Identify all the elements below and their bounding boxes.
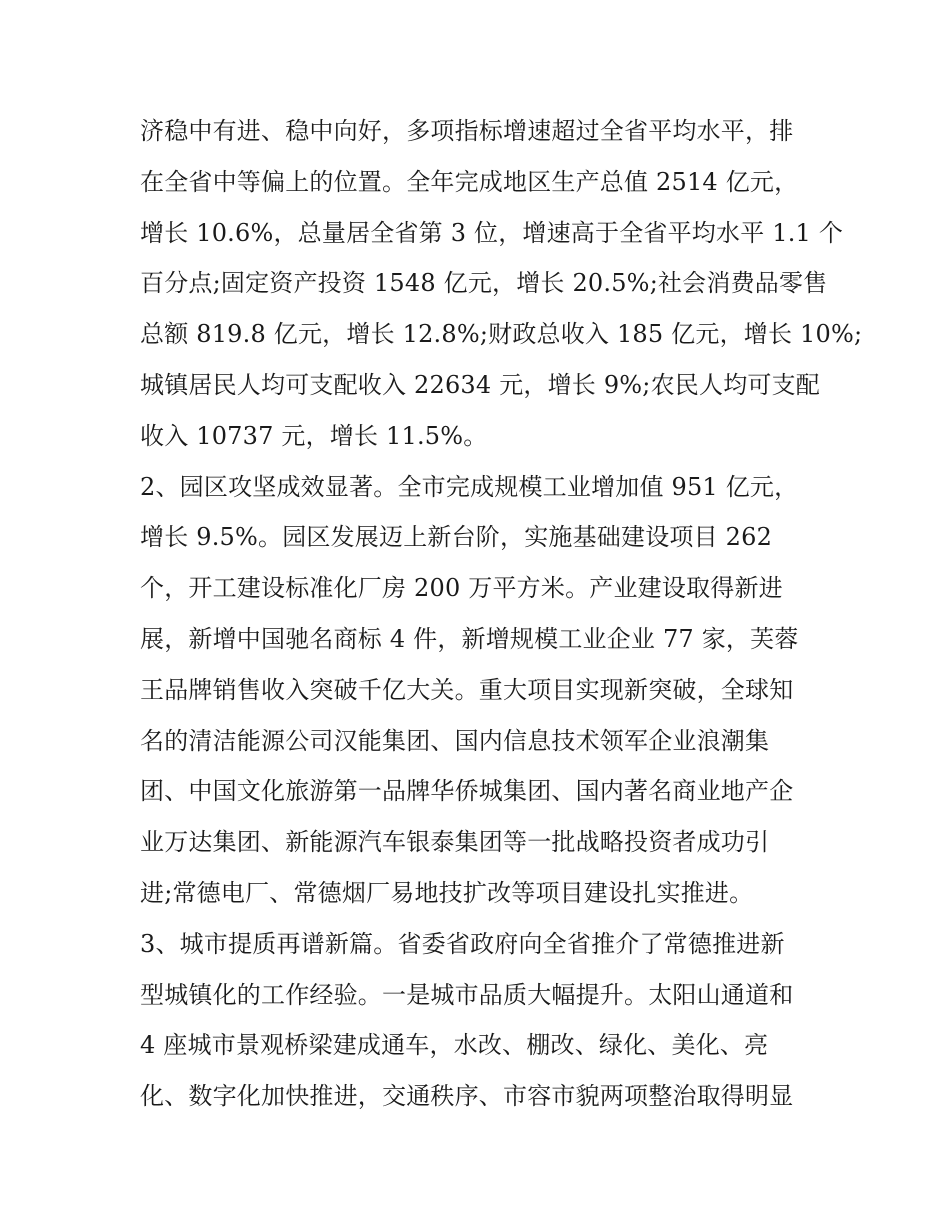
text-line: 总额 819.8 亿元，增长 12.8%;财政总收入 185 亿元，增长 10%; <box>140 320 863 349</box>
body-text <box>140 106 863 1122</box>
text-line: 团、中国文化旅游第一品牌华侨城集团、国内著名商业地产企 <box>140 777 794 806</box>
text-line: 业万达集团、新能源汽车银泰集团等一批战略投资者成功引 <box>140 828 770 857</box>
text-line: 型城镇化的工作经验。一是城市品质大幅提升。太阳山通道和 <box>140 980 794 1009</box>
text-line: 4 座城市景观桥梁建成通车，水改、棚改、绿化、美化、亮 <box>140 1031 769 1060</box>
text-line: 王品牌销售收入突破千亿大关。重大项目实现新突破，全球知 <box>140 675 794 704</box>
text-line: 个，开工建设标准化厂房 200 万平方米。产业建设取得新进 <box>140 574 783 603</box>
text-line: 在全省中等偏上的位置。全年完成地区生产总值 2514 亿元， <box>140 167 799 196</box>
section-2-heading-line: 2、园区攻坚成效显著。全市完成规模工业增加值 951 亿元， <box>140 472 799 501</box>
text-line: 增长 9.5%。园区发展迈上新台阶，实施基础建设项目 262 <box>140 523 773 552</box>
text-line: 化、数字化加快推进，交通秩序、市容市貌两项整治取得明显 <box>140 1082 794 1111</box>
text-line: 增长 10.6%，总量居全省第 3 位，增速高于全省平均水平 1.1 个 <box>140 218 844 247</box>
section-3-heading-line: 3、城市提质再谱新篇。省委省政府向全省推介了常德推进新 <box>140 929 785 958</box>
text-line: 收入 10737 元，增长 11.5%。 <box>140 421 488 450</box>
text-line: 百分点;固定资产投资 1548 亿元，增长 20.5%;社会消费品零售 <box>140 269 828 298</box>
text-line: 进;常德电厂、常德烟厂易地技扩改等项目建设扎实推进。 <box>140 878 754 907</box>
text-line: 城镇居民人均可支配收入 22634 元，增长 9%;农民人均可支配 <box>140 370 820 399</box>
text-line: 展，新增中国驰名商标 4 件，新增规模工业企业 77 家，芙蓉 <box>140 624 799 653</box>
text-line: 名的清洁能源公司汉能集团、国内信息技术领军企业浪潮集 <box>140 726 770 755</box>
text-line: 济稳中有进、稳中向好，多项指标增速超过全省平均水平，排 <box>140 117 794 145</box>
